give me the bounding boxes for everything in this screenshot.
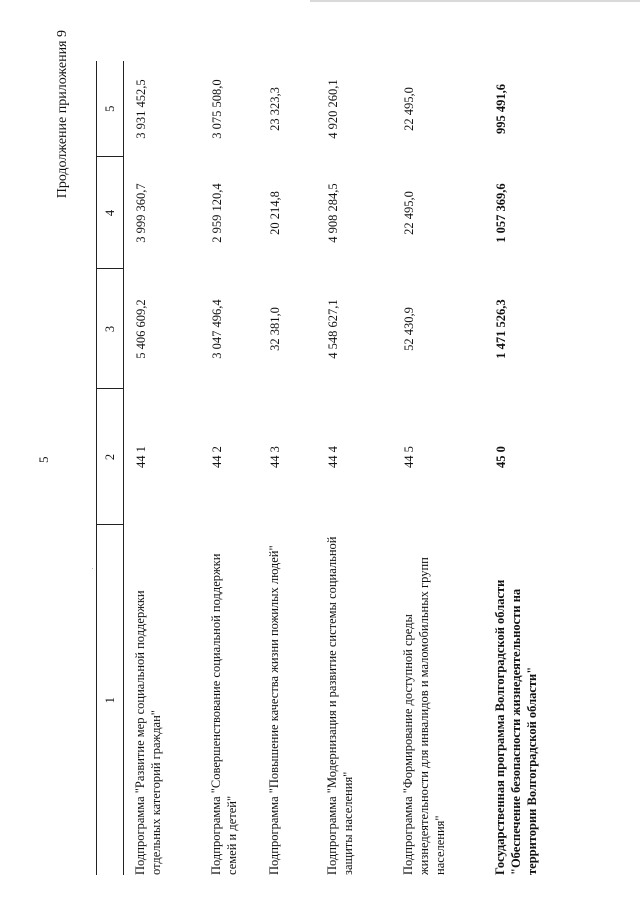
scan-dot	[92, 568, 93, 569]
header-col-1: 1	[97, 525, 124, 875]
row-value-col4: 22 495,0	[402, 191, 416, 235]
row-value-col3: 32 381,0	[268, 307, 282, 351]
row-label: Государственная программа Волгоградской области "Обеспечение безопасности жизнедеятельности на территории Волгоградской области"	[493, 579, 539, 875]
row-code: 44 4	[326, 446, 340, 468]
header-col-2: 2	[97, 389, 124, 525]
page-number: 5	[36, 456, 51, 463]
table-row	[324, 61, 400, 875]
header-col-3: 3	[97, 269, 124, 389]
row-value-col3: 5 406 609,2	[134, 299, 148, 359]
row-value-col3: 1 471 526,3	[494, 299, 508, 359]
row-label: Подпрограмма "Повышение качества жизни пожилых людей"	[267, 545, 281, 875]
row-value-col3: 4 548 627,1	[326, 299, 340, 359]
row-code: 44 3	[268, 446, 282, 468]
row-value-col4: 20 214,8	[268, 191, 282, 235]
row-code: 44 5	[402, 446, 416, 468]
row-label: Подпрограмма "Совершенствование социальной поддержки семей и детей"	[209, 553, 239, 875]
row-code: 45 0	[494, 446, 508, 468]
table-row-total	[492, 61, 584, 875]
table-row	[208, 61, 266, 875]
header-row	[97, 61, 124, 875]
row-value-col3: 3 047 496,4	[210, 299, 224, 359]
header-col-5: 5	[97, 61, 124, 157]
table-row	[400, 61, 492, 875]
continuation-label: Продолжение приложения 9	[55, 30, 70, 199]
row-value-col4: 2 959 120,4	[210, 183, 224, 243]
row-code: 44 1	[134, 446, 148, 468]
header-col-4: 4	[97, 157, 124, 269]
row-value-col5: 995 491,6	[494, 84, 508, 134]
row-value-col5: 22 495,0	[402, 87, 416, 131]
row-label: Подпрограмма "Формирование доступной среды жизнедеятельности для инвалидов и маломобильных групп населения"	[401, 557, 447, 875]
row-value-col5: 4 920 260,1	[326, 79, 340, 139]
row-label: Подпрограмма "Модернизация и развитие системы социальной защиты населения"	[325, 536, 355, 875]
budget-table	[96, 61, 584, 875]
row-value-col5: 3 931 452,5	[134, 79, 148, 139]
table-row	[266, 61, 324, 875]
row-value-col4: 1 057 369,6	[494, 183, 508, 243]
table-row	[132, 61, 208, 875]
row-code: 44 2	[210, 446, 224, 468]
spacer-row	[124, 61, 133, 875]
row-value-col4: 4 908 284,5	[326, 183, 340, 243]
row-value-col5: 3 075 508,0	[210, 79, 224, 139]
row-value-col5: 23 323,3	[268, 87, 282, 131]
row-value-col4: 3 999 360,7	[134, 183, 148, 243]
row-value-col3: 52 430,9	[402, 307, 416, 351]
row-label: Подпрограмма "Развитие мер социальной поддержки отдельных категорий граждан"	[133, 590, 163, 875]
